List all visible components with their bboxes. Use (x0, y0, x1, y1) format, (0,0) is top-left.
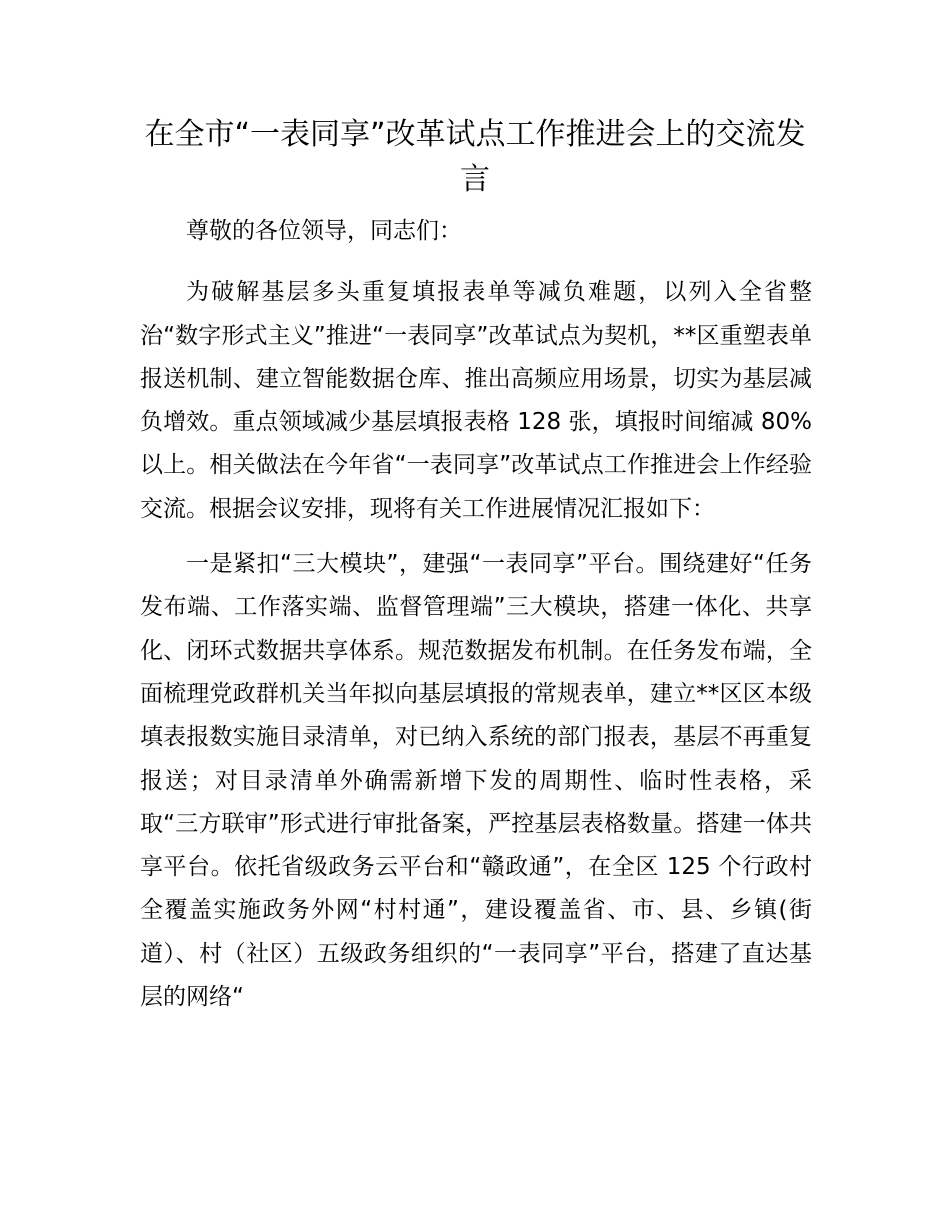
document-title: 在全市“一表同享”改革试点工作推进会上的交流发言 (144, 117, 806, 197)
document-body (140, 210, 812, 1031)
salutation-paragraph: 尊敬的各位领导，同志们： (186, 218, 462, 244)
section-one-paragraph: 一是紧扣“三大模块”，建强“一表同享”平台。围绕建好“任务发布端、工作落实端、监督管理端”三大模块，搭建一体化、共享化、闭环式数据共享体系。规范数据发布机制。在任务发布端，全面梳理党政群机关当年拟向基层填报的常规表单，建立**区区本级填表报数实施目录清单，对已纳入系统的部门报表，基层不再重复报送；对目录清单外确需新增下发的周期性、临时性表格，采取“三方联审”形式进行审批备案，严控基层表格数量。搭建一体共享平台。依托省级政务云平台和“赣政通”，在全区 125 个行政村全覆盖实施政务外网“村村通”，建设覆盖省、市、县、乡镇(街道）、村（社区）五级政务组织的“一表同享”平台，搭建了直达基层的网络“ (140, 551, 812, 1011)
intro-paragraph: 为破解基层多头重复填报表单等减负难题，以列入全省整治“数字形式主义”推进“一表同享”改革试点为契机，**区重塑表单报送机制、建立智能数据仓库、推出高频应用场景，切实为基层减负增效。重点领域减少基层填报表格 128 张，填报时间缩减 80%以上。相关做法在今年省“一表同享”改革试点工作推进会上作经验交流。根据会议安排，现将有关工作进展情况汇报如下： (140, 279, 812, 522)
